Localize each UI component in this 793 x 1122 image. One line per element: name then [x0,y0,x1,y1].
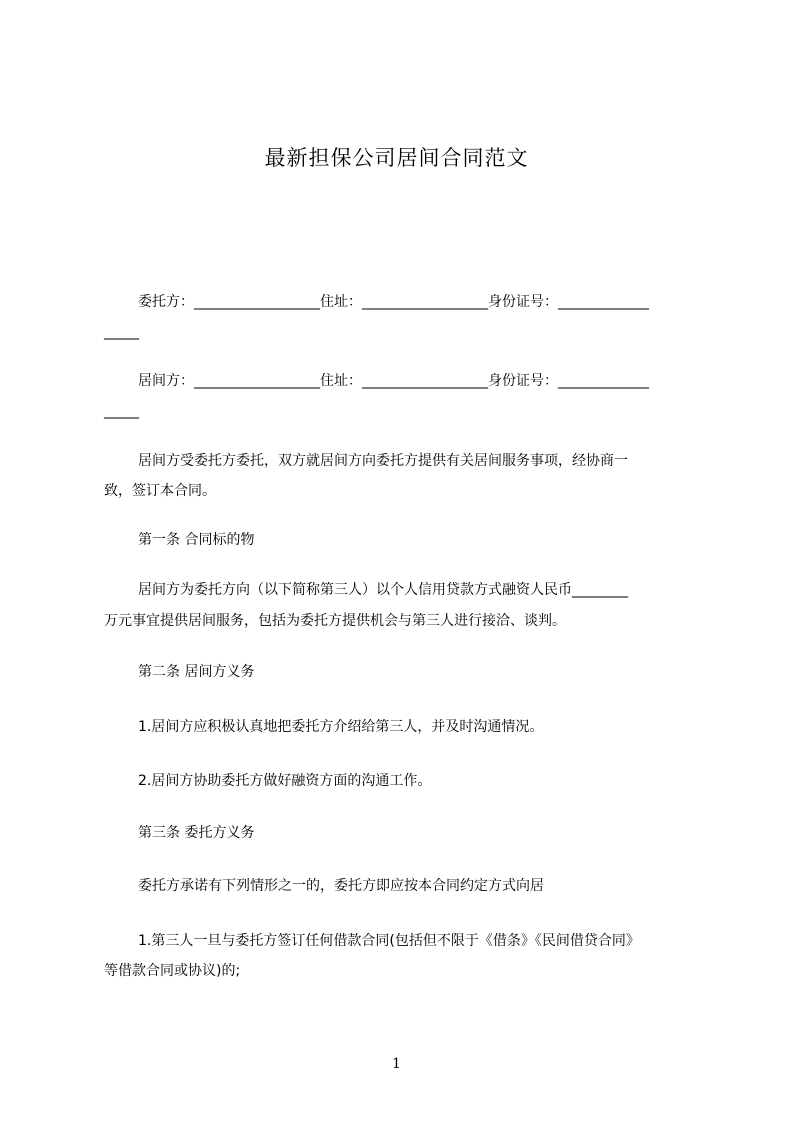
article1-paragraph-line: 居间方为委托方向（以下简称第三人）以个人信用贷款方式融资人民币________ [138,582,628,598]
article3-heading: 第三条 委托方义务 [138,825,255,841]
article1-paragraph-line-continued: 万元事宜提供居间服务，包括为委托方提供机会与第三人进行接洽、谈判。 [104,613,566,629]
article3-item1-line-continued: 等借款合同或协议)的; [104,963,241,979]
document-title: 最新担保公司居间合同范文 [264,146,529,170]
article2-item1: 1.居间方应积极认真地把委托方介绍给第三人，并及时沟通情况。 [138,719,544,735]
client-info-line-continued: _____ [104,324,139,340]
page-number: 1 [392,1056,401,1072]
article1-heading: 第一条 合同标的物 [138,532,255,548]
article3-paragraph: 委托方承诺有下列情形之一的，委托方即应按本合同约定方式向居 [138,878,544,894]
broker-info-line: 居间方：__________________住址：__________________身份证号：_____________ [138,373,649,389]
article2-heading: 第二条 居间方义务 [138,664,255,680]
broker-info-line-continued: _____ [104,403,139,419]
article3-item1-line: 1.第三人一旦与委托方签订任何借款合同(包括但不限于《借条》《民间借贷合同》 [138,933,640,949]
article2-item2: 2.居间方协助委托方做好融资方面的沟通工作。 [138,773,432,789]
client-info-line: 委托方：__________________住址：__________________身份证号：_____________ [138,294,649,310]
intro-paragraph-line-continued: 致，签订本合同。 [104,483,216,499]
intro-paragraph-line: 居间方受委托方委托，双方就居间方向委托方提供有关居间服务事项，经协商一 [138,453,628,469]
